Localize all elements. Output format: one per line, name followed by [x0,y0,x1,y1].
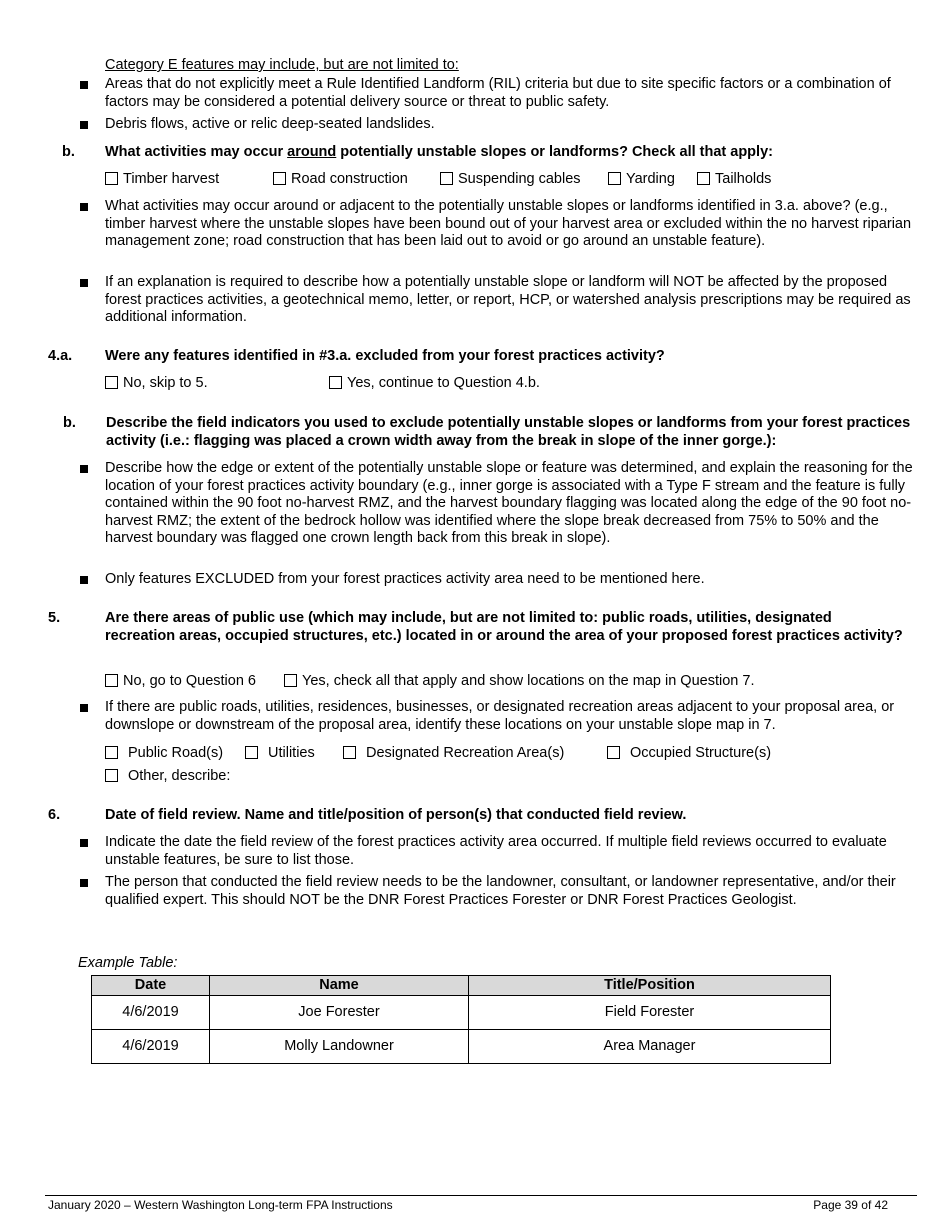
option-suspending-cables[interactable]: Suspending cables [440,171,581,189]
question-3b-number: b. [62,144,75,160]
option-utilities[interactable]: Utilities [245,745,315,763]
option-occupied-structures[interactable]: Occupied Structure(s) [607,745,771,763]
option-yarding[interactable]: Yarding [608,171,675,189]
header-date: Date [92,976,210,996]
cell-name: Molly Landowner [210,1030,469,1064]
bullet-square-icon [80,704,88,712]
checkbox[interactable] [608,172,621,185]
example-table-caption: Example Table: [78,955,178,971]
bullet-square-icon [80,279,88,287]
table-header-row [92,976,831,996]
question-4a-number: 4.a. [48,348,73,364]
cell-date: 4/6/2019 [92,996,210,1030]
question-4b-bullet-1: Describe how the edge or extent of the potentially unstable slope or feature was determined, and explain the reasoning for the location of your forest practices activity boundary (e.g., inner gorge is associated with a Type F stream and the feature is fully contained within the 90 foot no-harvest RMZ, and the harvest boundary flagging was located along the edge of the 90 foot no-harvest RMZ; the extent of the bedrock hollow was identified where the slope break decreased from 75% to 50% and the harvest boundary was flagged one crown length back from this break in slope). [80,460,915,568]
checkbox[interactable] [105,746,118,759]
header-name: Name [210,976,469,996]
question-3b-bullet-1: What activities may occur around or adjacent to the potentially unstable slopes or landforms identified in 3.a. above? (e.g., timber harvest where the unstable slopes have been bound out of your harvest area or excluded within the no harvest riparian management zone; road construction that has been laid out to avoid or go around an unstable feature). [80,198,915,270]
option-public-roads[interactable]: Public Road(s) [105,745,223,763]
table-row [92,1030,831,1064]
bullet-square-icon [80,839,88,847]
question-6-bullet-1: Indicate the date the field review of the forest practices activity area occurred. If multiple field reviews occurred to evaluate unstable features, be sure to list those. [80,834,915,870]
question-6-number: 6. [48,807,61,823]
cell-title: Area Manager [469,1030,831,1064]
checkbox[interactable] [273,172,286,185]
category-e-bullet-2: Debris flows, active or relic deep-seated landslides. [80,116,915,134]
checkbox[interactable] [284,674,297,687]
option-tailholds[interactable]: Tailholds [697,171,771,189]
checkbox[interactable] [343,746,356,759]
question-4a-text: Were any features identified in #3.a. excluded from your forest practices activity? [105,348,665,364]
option-timber-harvest[interactable]: Timber harvest [105,171,219,189]
checkbox[interactable] [245,746,258,759]
checkbox[interactable] [105,376,118,389]
bullet-square-icon [80,81,88,89]
question-4b-bullet-2: Only features EXCLUDED from your forest practices activity area need to be mentioned here. [80,571,915,589]
checkbox[interactable] [440,172,453,185]
question-4b-number: b. [63,415,76,431]
table-row [92,996,831,1030]
bullet-square-icon [80,576,88,584]
option-other-describe[interactable]: Other, describe: [105,768,230,786]
category-e-heading: Category E features may include, but are not limited to: [105,57,459,73]
option-yes-continue-4b[interactable]: Yes, continue to Question 4.b. [329,375,540,393]
bullet-square-icon [80,465,88,473]
checkbox[interactable] [607,746,620,759]
checkbox[interactable] [105,674,118,687]
question-5-bullet: If there are public roads, utilities, residences, businesses, or designated recreation areas adjacent to your proposal area, or downslope or downstream of the proposal area, identify these locations on your unstable slope map in 7. [80,699,915,735]
question-3b-bullet-2: If an explanation is required to describe how a potentially unstable slope or landform will NOT be affected by the proposed forest practices activities, a geotechnical memo, letter, or report, HCP, or watershed analysis prescriptions may be required as additional information. [80,274,915,328]
cell-name: Joe Forester [210,996,469,1030]
option-yes-check-all[interactable]: Yes, check all that apply and show locations on the map in Question 7. [284,673,754,691]
bullet-square-icon [80,879,88,887]
option-no-go-to-6[interactable]: No, go to Question 6 [105,673,256,691]
bullet-square-icon [80,121,88,129]
option-designated-recreation[interactable]: Designated Recreation Area(s) [343,745,564,763]
option-road-construction[interactable]: Road construction [273,171,408,189]
checkbox[interactable] [329,376,342,389]
option-no-skip-to-5[interactable]: No, skip to 5. [105,375,208,393]
question-5-number: 5. [48,610,61,626]
example-table [91,975,831,1064]
checkbox[interactable] [697,172,710,185]
cell-date: 4/6/2019 [92,1030,210,1064]
checkbox[interactable] [105,172,118,185]
category-e-bullet-1: Areas that do not explicitly meet a Rule Identified Landform (RIL) criteria but due to site specific factors or a combination of factors may be considered a potential delivery source or threat to public safety. [80,76,915,112]
question-3b-text: What activities may occur around potentially unstable slopes or landforms? Check all that apply: [105,144,773,160]
question-5-text: Are there areas of public use (which may include, but are not limited to: public roads, utilities, designated recreation areas, occupied structures, etc.) located in or around the area of your proposed forest practices activity? [105,610,903,644]
header-title-position: Title/Position [469,976,831,996]
footer-left: January 2020 – Western Washington Long-term FPA Instructions [48,1198,393,1212]
question-6-text: Date of field review. Name and title/position of person(s) that conducted field review. [105,807,687,823]
footer-divider [45,1195,917,1196]
question-4b-text: Describe the field indicators you used to exclude potentially unstable slopes or landforms from your forest practices activity (i.e.: flagging was placed a crown width away from the break in slope of the inner gorge.): [106,415,911,449]
footer-page-number: Page 39 of 42 [813,1198,888,1212]
bullet-square-icon [80,203,88,211]
question-6-bullet-2: The person that conducted the field review needs to be the landowner, consultant, or landowner representative, and/or their qualified expert. This should NOT be the DNR Forest Practices Forester or DNR Forest Practices Geologist. [80,874,915,928]
cell-title: Field Forester [469,996,831,1030]
checkbox[interactable] [105,769,118,782]
